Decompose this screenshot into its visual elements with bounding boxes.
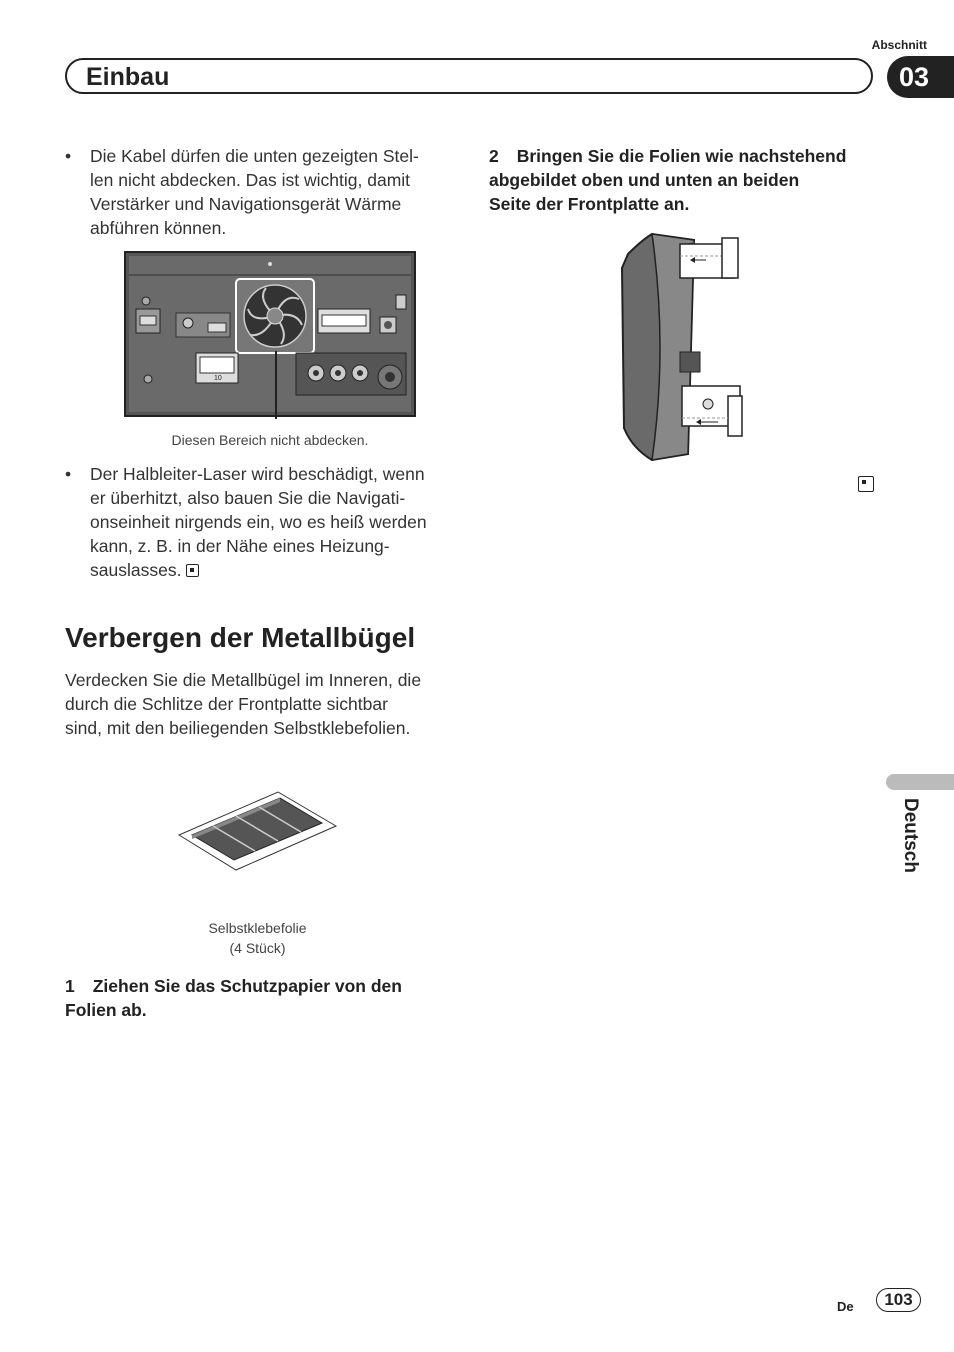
text-line: durch die Schlitze der Frontplatte sichtbar (65, 694, 388, 714)
chapter-number-badge: 03 (887, 56, 954, 98)
step-2 (489, 144, 889, 216)
end-of-section-marker (858, 476, 874, 496)
language-label: Deutsch (900, 798, 921, 873)
bullet-dot: • (65, 464, 72, 484)
text-line: onseinheit nirgends ein, wo es heiß werden (90, 512, 427, 532)
end-of-section-icon (858, 476, 874, 492)
step-number: 2 (489, 146, 499, 166)
bullet-cables (65, 144, 455, 240)
text-line: len nicht abdecken. Das ist wichtig, damit (90, 170, 411, 190)
text-line: abführen können. (90, 218, 227, 238)
chapter-header-bar (65, 58, 873, 94)
bullet-dot: • (65, 146, 72, 166)
figure-caption (175, 918, 340, 958)
figure-caption: Diesen Bereich nicht abdecken. (171, 432, 369, 448)
page-number: 103 (876, 1288, 921, 1312)
step-text: Folien ab. (65, 1000, 147, 1020)
text-line: Die Kabel dürfen die unten gezeigten Stel- (90, 146, 419, 166)
footer-language-code: De (837, 1299, 854, 1314)
step-text: Ziehen Sie das Schutzpapier von den (92, 976, 402, 996)
language-tab (886, 774, 954, 790)
text-line: sauslasses. (90, 560, 182, 580)
caption-line: Selbstklebefolie (208, 920, 307, 936)
text-line: kann, z. B. in der Nähe eines Heizung- (90, 536, 390, 556)
step-text: Bringen Sie die Folien wie nachstehend (516, 146, 847, 166)
intro-paragraph (65, 668, 455, 740)
step-number: 1 (65, 976, 75, 996)
chapter-title: Einbau (86, 63, 170, 91)
bullet-laser (65, 462, 455, 582)
step-text: Seite der Frontplatte an. (489, 194, 690, 214)
section-heading: Verbergen der Metallbügel (65, 622, 416, 653)
step-1 (65, 974, 455, 1022)
text-line: sind, mit den beiliegenden Selbstklebefolien. (65, 718, 411, 738)
text-line: Verdecken Sie die Metallbügel im Inneren, die (65, 670, 422, 690)
front-panel-side-figure (618, 228, 750, 466)
section-label: Abschnitt (871, 38, 927, 52)
text-line: er überhitzt, also bauen Sie die Navigati- (90, 488, 406, 508)
text-line: Der Halbleiter-Laser wird beschädigt, wenn (90, 464, 425, 484)
caption-line: (4 Stück) (229, 940, 286, 956)
rear-panel-figure (124, 251, 418, 419)
connector-number-label: 10 (214, 375, 222, 382)
adhesive-sheets-figure (176, 788, 340, 876)
text-line: Verstärker und Navigationsgerät Wärme (90, 194, 402, 214)
step-text: abgebildet oben und unten an beiden (489, 170, 800, 190)
end-of-section-icon (186, 564, 199, 577)
